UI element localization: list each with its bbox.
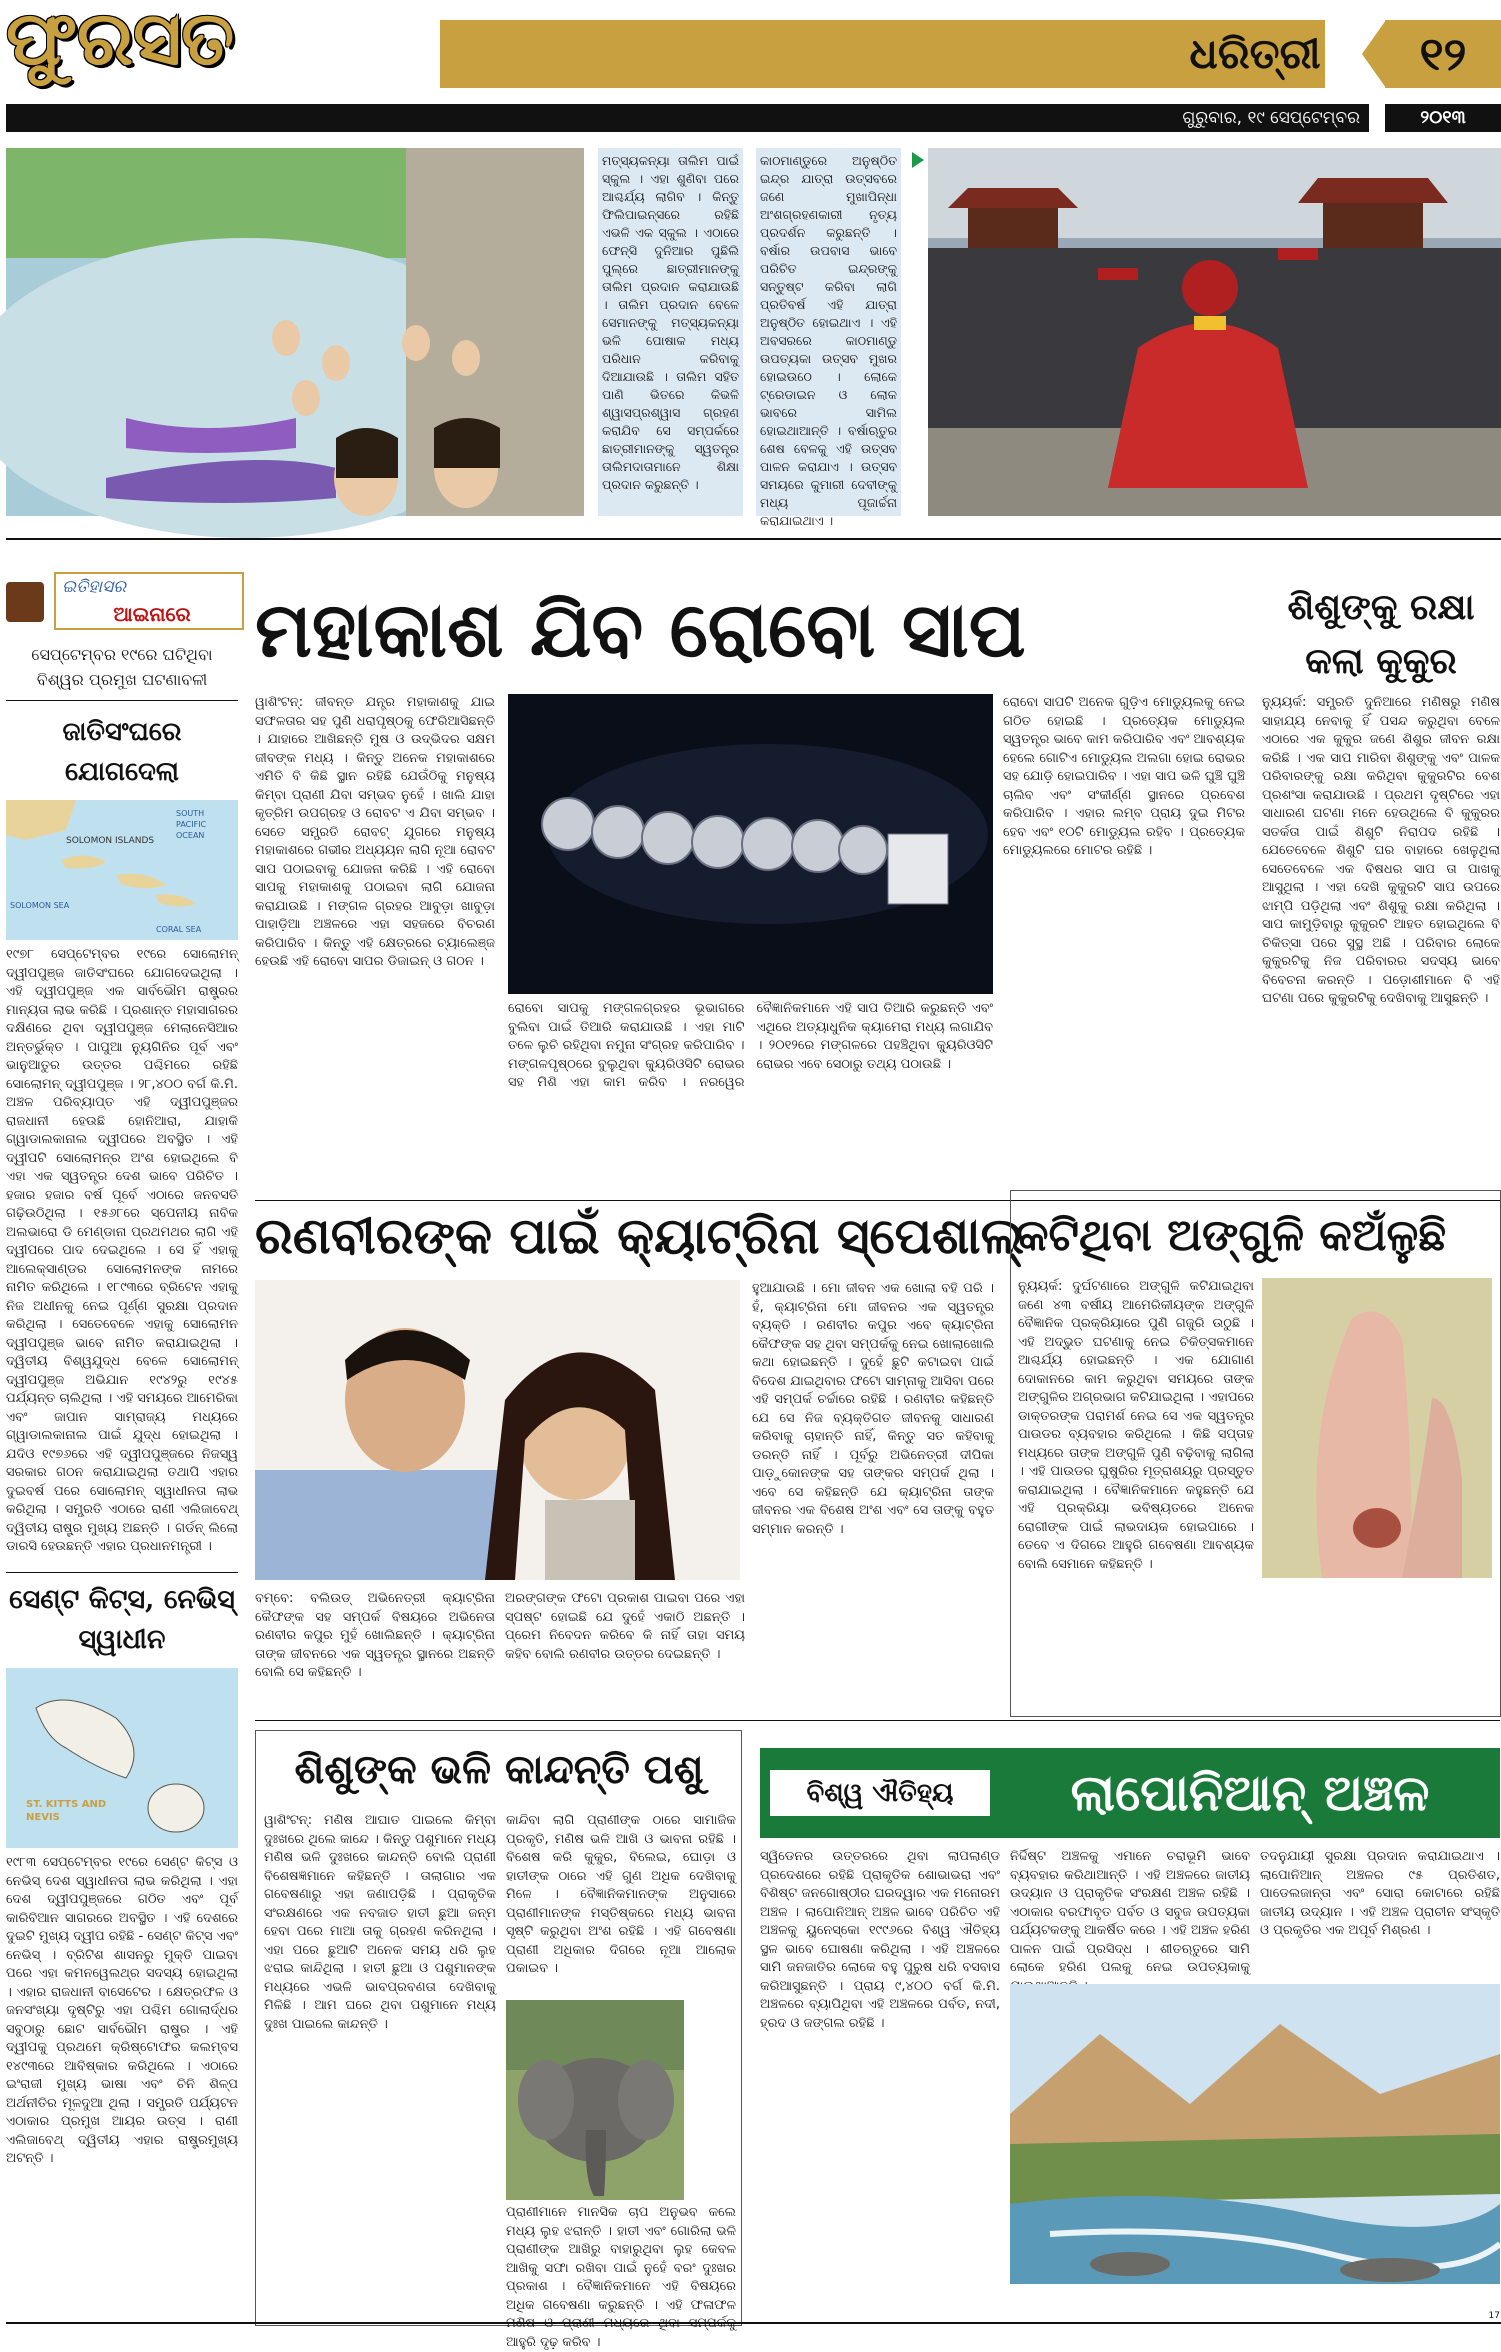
logo: ଫୁରସତ <box>6 0 235 82</box>
ranbir-headline: ରଣବୀରଙ୍କ ପାଇଁ କ୍ୟାଟ୍ରିନା ସ୍ପେଶାଲ୍ <box>255 1206 1025 1265</box>
lapponian-photo <box>1010 1984 1500 2284</box>
stkitts-heading: ସେଣ୍ଟ କିଟ୍ସ, ନେଭିସ୍ ସ୍ୱାଧୀନ <box>9 1584 235 1655</box>
map-label-solomon-sea: SOLOMON SEA <box>10 901 70 910</box>
indra-caption: କାଠମାଣ୍ଡୁରେ ଅନୁଷ୍ଠିତ ଇନ୍ଦ୍ର ଯାତ୍ରା ଉତ୍ସବରେ ଜଣେ ମୁଖାପିନ୍ଧା ଅଂଶଗ୍ରହଣକାରୀ ନୃତ୍ୟ ପ୍ରଦର୍ଶନ କରୁଛନ୍ତି । ବର୍ଷାର ଉପବାସ ଭାବେ ପରିଚିତ ଇନ୍ଦ୍ରଙ୍କୁ ସନ୍ତୁଷ୍ଟ କରିବା ଲାଗି ପ୍ରତିବର୍ଷ ଏହି ଯାତ୍ରା ଅନୁଷ୍ଠିତ ହୋଇଥାଏ । ଏହି ଅବସରରେ କାଠମାଣ୍ଡୁ ଉପତ୍ୟକା ଉତ୍ସବ ମୁଖର ହୋଇଉଠେ । ଲୋକେ ଟ୍ରେଡାଇନ ଓ ଲୋକ ଭାବରେ ସାମିଲ ହୋଇଥାଆନ୍ତି । ବର୍ଷାଋତୁର ଶେଷ ବେଳକୁ ଏହି ଉତ୍ସବ ପାଳନ କରାଯାଏ । ଉତ୍ସବ ସମୟରେ କୁମାରୀ ଦେବୀଙ୍କୁ ମଧ୍ୟ ପୂଜାର୍ଚ୍ଚନା କରାଯାଇଥାଏ । <box>756 148 901 516</box>
robot-snake-photo <box>508 694 993 994</box>
animals-headline: ଶିଶୁଙ୍କ ଭଳି କାନ୍ଦନ୍ତି ପଶୁ <box>294 1746 704 1793</box>
map-label-stkitts: ST. KITTS AND NEVIS <box>26 1799 107 1823</box>
ranbir-katrina-photo <box>255 1280 740 1580</box>
mermaid-caption: ମତ୍ସ୍ୟକନ୍ୟା ତାଲିମ ପାଇଁ ସ୍କୁଲ । ଏହା ଶୁଣିବା ପରେ ଆଶ୍ଚର୍ଯ୍ୟ ଲାଗିବ । କିନ୍ତୁ ଫିଲିପାଇନ୍ସରେ ରହିଛି ଏଭଳି ଏକ ସ୍କୁଲ । ଏଠାରେ ଫେନ୍ସି ଦୁନିଆର ପୁଛିଲି ପୁଲ୍‌ରେ ଛାତ୍ରୀମାନଙ୍କୁ ତାଲିମ ପ୍ରଦାନ କରାଯାଉଛି । ତାଲିମ ପ୍ରଦାନ ବେଳେ ସେମାନଙ୍କୁ ମତ୍ସ୍ୟକନ୍ୟା ଭଳି ପୋଷାକ ମଧ୍ୟ ପରିଧାନ କରିବାକୁ ଦିଆଯାଉଛି । ତାଲିମ ସହିତ ପାଣି ଭିତରେ କିଭଳି ଶ୍ୱାସପ୍ରଶ୍ୱାସ ଗ୍ରହଣ କରାଯିବ ସେ ସମ୍ପର୍କରେ ଛାତ୍ରୀମାନଙ୍କୁ ସ୍ୱତନ୍ତ୍ର ତାଲିମଦାତାମାନେ ଶିକ୍ଷା ପ୍ରଦାନ କରୁଛନ୍ତି । <box>598 148 743 516</box>
itihas-label-top: ଇତିହାସର <box>62 577 127 597</box>
finger-photo <box>1262 1278 1492 1578</box>
map-label-solomon: SOLOMON ISLANDS <box>66 836 155 846</box>
mermaid-photo <box>6 148 584 516</box>
lapponian-col1: ସ୍ୱିଡେନର ଉତ୍ତରରେ ଥିବା ଲାପଲାଣ୍ଡ ପ୍ରଦେଶରେ ରହିଛି ପ୍ରାକୃତିକ ଶୋଭାଭରା ଏବଂ ବିଶିଷ୍ଟ ଜନଗୋଷ୍ଠୀର ଘରଦ୍ୱାର ଏକ ମନୋରମ ଅଞ୍ଚଳ । ଲାପୋନିଆନ୍ ଅଞ୍ଚଳ ଭାବେ ପରିଚିତ ଏହି ଅଞ୍ଚଳକୁ ୟୁନେସ୍କୋ ୧୯୯୬ରେ ବିଶ୍ୱ ଐତିହ୍ୟ ସ୍ଥଳ ଭାବେ ଘୋଷଣା କରିଥିଲା । ଏହି ଅଞ୍ଚଳରେ ସାମି ଜନଜାତିର ଲୋକେ ବହୁ ପୁରୁଷ ଧରି ବସବାସ କରିଆସୁଛନ୍ତି । ପ୍ରାୟ ୯,୪୦୦ ବର୍ଗ କି.ମି. ଅଞ୍ଚଳରେ ବ୍ୟାପିଥିବା ଏହି ଅଞ୍ଚଳରେ ପର୍ବତ, ନଦୀ, ହ୍ରଦ ଓ ଜଙ୍ଗଲ ରହିଛି । <box>760 1849 1000 2031</box>
itihas-logo <box>6 572 236 634</box>
lapponian-col2: ନିର୍ଦ୍ଦିଷ୍ଟ ଅଞ୍ଚଳକୁ ଏମାନେ ଚରାଭୂମି ଭାବେ ବ୍ୟବହାର କରିଥାଆନ୍ତି । ଏହି ଅଞ୍ଚଳରେ ଜାତୀୟ ଉଦ୍ୟାନ ଓ ପ୍ରାକୃତିକ ସଂରକ୍ଷଣ ଅଞ୍ଚଳ ରହିଛି । ଏଠାକାର ବରଫାବୃତ ପର୍ବତ ଓ ସବୁଜ ଉପତ୍ୟକା ପର୍ଯ୍ୟଟକଙ୍କୁ ଆକର୍ଷିତ କରେ । ଏହି ଅଞ୍ଚଳ ହରିଣ ପାଳନ ପାଇଁ ପ୍ରସିଦ୍ଧ । ଶୀତଋତୁରେ ସାମି ଲୋକେ ହରିଣ ପଲକୁ ନେଇ ଉପତ୍ୟକାକୁ <box>1010 1849 1250 1975</box>
lapponian-tag: ବିଶ୍ୱ ଐତିହ୍ୟ <box>770 1770 990 1816</box>
indra-arrow-icon <box>912 152 924 168</box>
robot-col1: ୱାଶିଂଟନ୍: ଜୀବନ୍ତ ଯନ୍ତ୍ର ମହାକାଶକୁ ଯାଇ ସଫଳତାର ସହ ପୁଣି ଧରାପୃଷ୍ଠକୁ ଫେରିଆସିଛନ୍ତି । ଯାହାରେ ଆଖିଛନ୍ତି ମୁଷ ଓ ଉଦ୍ଭିଦର ସକ୍ଷମ ଜୀବଙ୍କ ମଧ୍ୟ । କିନ୍ତୁ ଅନେକ ମହାକାଶରେ ଏମିତି ବି କିଛି ସ୍ଥାନ ରହିଛି ଯେଉଁଠିକୁ ମନୁଷ୍ୟ କିମ୍ବା ପ୍ରାଣୀ ଯିବା ସମ୍ଭବ ନୁହେଁ । ଖାଲି ଯାହା କୃତ୍ରିମ ଉପଗ୍ରହ ଓ ରୋବଟ ଏ ଯିବା ସମ୍ଭବ । ସେତେ ସମ୍ପ୍ରତି ରୋବଟ୍ ଯୁଗରେ ମନୁଷ୍ୟ ମହାକାଶରେ ଗଭୀର ଅଧ୍ୟୟନ ଲାଗି ନୂଆ ରୋବଟ ସାପ ପଠାଇବାକୁ ଯୋଜନା କରିଛି । ଏହି ରୋବୋ ସାପକୁ ମହାକାଶକୁ ପଠାଇବା ଲାଗି ଯୋଜନା କରାଯାଉଛି । ମଙ୍ଗଳ ଗ୍ରହର ଆବୁଡ଼ା ଖାବୁଡ଼ା ପାହାଡ଼ିଆ ଅଞ୍ଚଳରେ ଏହା ସହଜରେ ବିଚରଣ କରିପାରିବ । କିନ୍ତୁ ଏହି କ୍ଷେତ୍ରରେ ଚ୍ୟାଲେଞ୍ଜ ହେଉଛି ଏହି ରୋବୋ ସାପର ଡିଜାଇନ୍ ଓ ଗଠନ । <box>255 695 495 969</box>
page-number: ୧୨ <box>1419 27 1467 81</box>
itihas-label-bottom: ଆଇନାରେ <box>113 602 191 626</box>
solomon-map <box>6 800 238 940</box>
map-label-pacific: SOUTH PACIFIC OCEAN <box>176 809 207 840</box>
map-label-coral-sea: CORAL SEA <box>156 925 202 934</box>
ranbir-caption-left: ବମ୍ବେ: ବଲିଉଡ୍ ଅଭିନେତ୍ରୀ କ୍ୟାଟ୍ରିନା କୈଫଙ୍କ ସହ ସମ୍ପର୍କ ବିଷୟରେ ଅଭିନେତା ରଣବୀର କପୁର ମୁହଁ ଖୋଲିଛନ୍ତି । କ୍ୟାଟ୍ରିନା ତାଙ୍କ ଜୀବନରେ ଏକ ସ୍ୱତନ୍ତ୍ର ସ୍ଥାନରେ ଅଛନ୍ତି ବୋଲି ସେ କହିଛନ୍ତି । <box>255 1591 495 1680</box>
finger-body-tail <box>1262 1586 1492 1710</box>
solomon-heading: ଜାତିସଂଘରେ ଯୋଗଦେଲା <box>62 717 182 787</box>
stkitts-body: ୧୯୮୩ ସେପ୍ଟେମ୍ବର ୧୯ରେ ସେଣ୍ଟ କିଟ୍ସ ଓ ନେଭିସ୍ ଦେଶ ସ୍ୱାଧୀନତା ଲାଭ କରିଥିଲା । ଏହା ଦେଶ ଦ୍ୱୀପପୁଞ୍ଜରେ ଗଠିତ ଏବଂ ପୂର୍ବ କାରିବିଆନ ସାଗରରେ ଅବସ୍ଥିତ । ଏହି ଦେଶରେ ଦୁଇଟି ମୁଖ୍ୟ ଦ୍ୱୀପ ରହିଛି - ସେଣ୍ଟ କିଟ୍ସ ଏବଂ ନେଭିସ୍ । ବ୍ରିଟିଶ ଶାସନରୁ ମୁକ୍ତି ପାଇବା ପରେ ଏହା କମନୱେଲଥ୍‌ର ସଦସ୍ୟ ହୋଇଥିଲା । ଏହାର ରାଜଧାନୀ ବାସେଟେର । କ୍ଷେତ୍ରଫଳ ଓ ଜନସଂଖ୍ୟା ଦୃଷ୍ଟିରୁ ଏହା ପଶ୍ଚିମ ଗୋଲାର୍ଦ୍ଧର ସବୁଠାରୁ ଛୋଟ ସାର୍ବଭୌମ ରାଷ୍ଟ୍ର । ଏହି ଦ୍ୱୀପକୁ ପ୍ରଥମେ କ୍ରିଷ୍ଟୋଫର କଲମ୍ବସ ୧୪୯୩ରେ ଆବିଷ୍କାର କରିଥିଲେ । ଏଠାରେ ଇଂରାଜୀ ମୁଖ୍ୟ ଭାଷା ଏବଂ ଚିନି ଶିଳ୍ପ ଅର୍ଥନୀତିର ମୂଳଦୁଆ ଥିଲା । ସମ୍ପ୍ରତି ପର୍ଯ୍ୟଟନ ଏଠାକାର ପ୍ରମୁଖ ଆୟର ଉତ୍ସ । ରାଣୀ ଏଲିଜାବେଥ୍ ଦ୍ୱିତୀୟ ଏହାର ରାଷ୍ଟ୍ରମୁଖ୍ୟ ଅଟନ୍ତି । <box>6 1855 238 2166</box>
section-label: ଧରିତ୍ରୀ <box>1189 29 1321 78</box>
phonograph-icon <box>6 582 44 622</box>
robot-headline: ମହାକାଶ ଯିବ ରୋବୋ ସାପ <box>255 585 1026 674</box>
page-number-arrow <box>1362 20 1386 88</box>
top-divider <box>6 538 1501 540</box>
robot-col3: ରୋବୋ ସାପଟି ଅନେକ ଗୁଡ଼ିଏ ମୋଡ୍ୟୁଲକୁ ନେଇ ଗଠିତ ହୋଇଛି । ପ୍ରତ୍ୟେକ ମୋଡ୍ୟୁଲ ସ୍ୱତନ୍ତ୍ର ଭାବେ କାମ କରିପାରିବ ଏବଂ ଆବଶ୍ୟକ ହେଲେ ଗୋଟିଏ ମୋଡ୍ୟୁଲ ଅଲଗା ହୋଇ ରୋଭର ସହ ଯୋଡ଼ି ହୋଇପାରିବ । ଏହା ସାପ ଭଳି ଘୁଞ୍ଚି ଘୁଞ୍ଚି ଚାଲିବ ଏବଂ ସଂକୀର୍ଣ୍ଣ ସ୍ଥାନରେ ପ୍ରବେଶ କରିପାରିବ । ଏହାର ଲମ୍ବ ପ୍ରାୟ ଦୁଇ ମିଟର ହେବ ଏବଂ ୧୦ଟି ମୋଡ୍ୟୁଲ ରହିବ । ପ୍ରତ୍ୟେକ ମୋଡ୍ୟୁଲରେ ମୋଟର ରହିଛି । <box>1003 695 1245 858</box>
elephant-photo <box>506 2000 684 2200</box>
animals-col1: ୱାଶିଂଟନ୍: ମଣିଷ ଆଘାତ ପାଇଲେ କିମ୍ବା ଦୁଃଖରେ ଥିଲେ କାନ୍ଦେ । କିନ୍ତୁ ପଶୁମାନେ ମଧ୍ୟ ମଣିଷ ଭଳି ଦୁଃଖରେ କାନ୍ଦନ୍ତି ବୋଲି ପ୍ରାଣୀ ବିଶେଷଜ୍ଞମାନେ କହିଛନ୍ତି । ତାଲାଗାର ଏକ ଗବେଷଣାରୁ ଏହା ଜଣାପଡ଼ିଛି । ପ୍ରାକୃତିକ ସଂରକ୍ଷଣରେ ଏକ ନବଜାତ ହାତୀ ଛୁଆ ଜନ୍ମ ହେବା ପରେ ମାଆ ତାକୁ ଗ୍ରହଣ କରିନଥିଲା । ଏହା ପରେ ଛୁଆଟି ଅନେକ ସମୟ ଧରି ଲୁହ ଝରାଇ କାନ୍ଦିଥିଲା । ହାତୀ ଛୁଆ ଓ ପଶୁମାନଙ୍କ ମଧ୍ୟରେ ଏଭଳି ଭାବପ୍ରବଣତା ଦେଖିବାକୁ ମିଳିଛି । ଆମ ଘରେ ଥିବା ପଶୁମାନେ ମଧ୍ୟ ଦୁଃଖ ପାଇଲେ କାନ୍ଦନ୍ତି । <box>264 1813 496 2032</box>
footer-page-ref: 17 <box>1488 2311 1500 2321</box>
stkitts-map <box>6 1668 238 1848</box>
solomon-body: ୧୯୭୮ ସେପ୍ଟେମ୍ବର ୧୯ରେ ସୋଲୋମନ୍ ଦ୍ୱୀପପୁଞ୍ଜ ଜାତିସଂଘରେ ଯୋଗଦେଇଥିଲା । ଏହି ଦ୍ୱୀପପୁଞ୍ଜ ଏକ ସାର୍ବଭୌମ ରାଷ୍ଟ୍ରର ମାନ୍ୟତା ଲାଭ କରିଛି । ପ୍ରଶାନ୍ତ ମହାସାଗରର ଦକ୍ଷିଣରେ ଥିବା ଦ୍ୱୀପପୁଞ୍ଜ ମେଲାନେସିଆର ଅନ୍ତର୍ଭୁକ୍ତ । ପାପୁଆ ନ୍ୟୁଗିନିର ପୂର୍ବ ଏବଂ ଭାନୁଆତୁର ଉତ୍ତର ପଶ୍ଚିମରେ ରହିଛି ସୋଲୋମନ୍ ଦ୍ୱୀପପୁଞ୍ଜ । ୨୮,୪୦୦ ବର୍ଗ କି.ମି. ଅଞ୍ଚଳ ପରିବ୍ୟାପ୍ତ ଏହି ଦ୍ୱୀପପୁଞ୍ଜର ରାଜଧାନୀ ହେଉଛି ହୋନିଆରା, ଯାହାକି ଗ୍ୱାଡାଲକାନାଲ ଦ୍ୱୀପରେ ଅବସ୍ଥିତ । ଏହି ଦ୍ୱୀପଟି ସୋଲୋମନ୍‌ର ଅଂଶ ହୋଇଥିଲେ ବି ଏହା ଏକ ସ୍ୱତନ୍ତ୍ର ଦେଶ ଭାବେ ପରିଚିତ । ହଜାର ହଜାର ବର୍ଷ ପୂର୍ବେ ଏଠାରେ ଜନବସତି ଗଢ଼ିଉଠିଥିଲା । ୧୫୬୮ରେ ସ୍ପେନୀୟ ନାବିକ ଅଲଭାରୋ ଡି ମେଣ୍ଡାନା ପ୍ରଥମଥର ଲାଗି ଏହି ଦ୍ୱୀପରେ ପାଦ ଦେଇଥିଲେ । ସେ ହିଁ ଏହାକୁ ଆଲେକ୍ସାଣ୍ଡର ସୋଲୋମନଙ୍କ ନାମରେ ନାମିତ କରିଥିଲେ । ୧୮୯୩ରେ ବ୍ରିଟେନ ଏହାକୁ ନିଜ ଅଧୀନକୁ ନେଇ ପୂର୍ଣ୍ଣ ସୁରକ୍ଷା ପ୍ରଦାନ କରିଥିଲା । ସେତେବେଳେ ଏହାକୁ ସୋଲୋମନ ଦ୍ୱୀପପୁଞ୍ଜ ଭାବେ ନାମିତ କରାଯାଇଥିଲା । ଦ୍ୱିତୀୟ ବିଶ୍ୱଯୁଦ୍ଧ ବେଳେ ସୋଲୋମନ୍ ଦ୍ୱୀପପୁଞ୍ଜ ଅଭିଯାନ ୧୯୪୨ରୁ ୧୯୪୫ ପର୍ଯ୍ୟନ୍ତ ଚାଲିଥିଲା । ଏହି ସମୟରେ ଆମେରିକା ଏବଂ ଜାପାନ ସାମ୍ରାଜ୍ୟ ମଧ୍ୟରେ ଗ୍ୱାଡାଲକାନାଲ ପାଇଁ ଯୁଦ୍ଧ ହୋଇଥିଲା । ଯଦିଓ ୧୯୭୬ରେ ଏହି ଦ୍ୱୀପପୁଞ୍ଜରେ ନିଜସ୍ୱ ସରକାର ଗଠନ କରାଯାଇଥିଲା ତଥାପି ଏହାର ଦୁଇବର୍ଷ ପରେ ସୋଲୋମନ୍ ସ୍ୱାଧୀନତା ଲାଭ କରିଥିଲା । ସମ୍ପ୍ରତି ଏଠାରେ ରାଣୀ ଏଲିଜାବେଥ୍ ଦ୍ୱିତୀୟ ରାଷ୍ଟ୍ର ମୁଖ୍ୟ ଅଛନ୍ତି । ଗର୍ଡନ୍ ଲିଲୋ ଡାରସି ହେଉଛନ୍ତି ଏହାର ପ୍ରଧାନମନ୍ତ୍ରୀ । <box>6 947 238 1554</box>
dog-body: ନ୍ୟୁୟର୍କ: ସମ୍ପ୍ରତି ଦୁନିଆରେ ମଣିଷରୁ ମଣିଷ ସାହାଯ୍ୟ ନେବାକୁ ହିଁ ପସନ୍ଦ କରୁଥିବା ବେଳେ ଏଠାରେ ଏକ କୁକୁର ଜଣେ ଶିଶୁର ଜୀବନ ରକ୍ଷା କରିଛି । ଏକ ସାପ ମାରିବା ଶିଶୁଙ୍କୁ ଏବଂ ପାଳକ ପରିବାରଙ୍କୁ ରକ୍ଷା କରିଥିବା କୁକୁରଟିର ବେଶ ପ୍ରଶଂସା କରାଯାଉଛି । ପ୍ରଥମ ଦୃଷ୍ଟିରେ ଏହା ସାଧାରଣ ଘଟଣା ମନେ ହେଉଥିଲେ ବି କୁକୁରର ସତର୍କତା ପାଇଁ ଶିଶୁଟି ନିରାପଦ ରହିଛି । ଯେତେବେଳେ ଶିଶୁଟି ଘର ବାହାରେ ଖେଳୁଥିଲା ସେତେବେଳେ ଏକ ବିଷଧର ସାପ ତା ପାଖକୁ ଆସୁଥିଲା । ଏହା ଦେଖି କୁକୁରଟି ସାପ ଉପରେ ଝାମ୍ପି ପଡ଼ିଥିଲା ଏବଂ ଶିଶୁକୁ ରକ୍ଷା କରିଥିଲା । ସାପ କାମୁଡ଼ିବାରୁ କୁକୁରଟି ଆହତ ହୋଇଥିଲେ ବି ଚିକିତ୍ସା ପରେ ସୁସ୍ଥ ଅଛି । ପରିବାର ଲୋକେ କୁକୁରଟିକୁ ନିଜ ପରିବାରର ସଦସ୍ୟ ଭାବେ ବିବେଚନା କରନ୍ତି । ପଡ଼ୋଶୀମାନେ ବି ଏହି ଘଟଣା ପରେ କୁକୁରଟିକୁ ଦେଖିବାକୁ ଆସୁଛନ୍ତି । <box>1262 695 1500 1006</box>
lapponian-headline: ଲାପୋନିଆନ୍ ଅଞ୍ଚଳ <box>1070 1763 1430 1822</box>
animals-col2: କାନ୍ଦିବା ଲାଗି ପ୍ରାଣୀଙ୍କ ଠାରେ ସାମାଜିକ ପ୍ରକୃତି, ମଣିଷ ଭଳି ଆଖି ଓ ଭାବନା ରହିଛି । ବିଶେଷ କରି କୁକୁର, ବିଲେଇ, ଘୋଡ଼ା ଓ ହାତୀଙ୍କ ଠାରେ ଏହି ଗୁଣ ଅଧିକ ଦେଖିବାକୁ ମିଳେ । ବୈଜ୍ଞାନିକମାନଙ୍କ ଅନୁସାରେ ପ୍ରାଣୀମାନଙ୍କ ମସ୍ତିଷ୍କରେ ମଧ୍ୟ ଭାବନା ସୃଷ୍ଟି କରୁଥିବା ଅଂଶ ରହିଛି । ଏହି ଗବେଷଣା ପ୍ରାଣୀ ଅଧିକାର ଦିଗରେ ନୂଆ ଆଲୋକ ପକାଇବ । <box>506 1813 736 1976</box>
solomon-divider <box>6 1572 238 1573</box>
lapponian-col3: ତଦନୁଯାୟୀ ସୁରକ୍ଷା ପ୍ରଦାନ କରାଯାଇଥାଏ । ଲାପୋନିଆନ୍ ଅଞ୍ଚଳର ୯୫ ପ୍ରତିଶତ, ପାଡେଲଜାନ୍ତା ଏବଂ ସୋରା କୋଟାରେ ରହିଛି ଜାତୀୟ ଉଦ୍ୟାନ । ଏହି ଅଞ୍ଚଳ ପ୍ରାଚୀନ ସଂସ୍କୃତି ଓ ପ୍ରକୃତିର ଏକ ଅପୂର୍ବ ମିଶ୍ରଣ । <box>1260 1849 1500 1938</box>
masthead <box>0 0 1501 140</box>
robot-col2: ରୋବୋ ସାପକୁ ମଙ୍ଗଳଗ୍ରହର ଭୂଭାଗରେ ବୁଲିବା ପାଇଁ ତିଆରି କରାଯାଉଛି । ଏହା ମାଟି ତଳେ ଲୁଚି ରହିଥିବା ନମୁନା ସଂଗ୍ରହ କରିପାରିବ । ମଙ୍ଗଳପୃଷ୍ଠରେ ବୁଲୁଥିବା କ୍ୟୁରିଓସିଟି ରୋଭର ସହ ମିଶି ଏହା କାମ କରିବ । ନରୱେର ବୈଜ୍ଞାନିକମାନେ ଏହି ସାପ ତିଆରି କରୁଛନ୍ତି ଏବଂ ଏଥିରେ ଅତ୍ୟାଧୁନିକ କ୍ୟାମେରା ମଧ୍ୟ ଲଗାଯିବ । ୨୦୧୨ରେ ମଙ୍ଗଳରେ ପହଞ୍ଚିଥିବା କ୍ୟୁରିଓସିଟି ରୋଭର ଏବେ ସେଠାରୁ ତଥ୍ୟ ପଠାଉଛି । <box>508 1001 993 1090</box>
itihas-subtitle: ସେପ୍ଟେମ୍ବର ୧୯ରେ ଘଟିଥିବା ବିଶ୍ୱର ପ୍ରମୁଖ ଘଟଣାବଳୀ <box>31 645 213 689</box>
itihas-divider <box>6 700 238 701</box>
animals-col3: ପ୍ରାଣୀମାନେ ମାନସିକ ଚାପ ଅନୁଭବ କଲେ ମଧ୍ୟ ଲୁହ ଝରାନ୍ତି । ହାତୀ ଏବଂ ଗୋରିଲା ଭଳି ପ୍ରାଣୀଙ୍କ ଆଖିରୁ ବାହାରୁଥିବା ଲୁହ କେବଳ ଆଖିକୁ ସଫା ରଖିବା ପାଇଁ ନୁହେଁ ବରଂ ଦୁଃଖର ପ୍ରକାଶ । ବୈଜ୍ଞାନିକମାନେ ଏହି ବିଷୟରେ ଅଧିକ ଗବେଷଣା କରୁଛନ୍ତି । ଏହି ଫଳାଫଳ ଆହୁରି ଦୃଢ଼ କରିବ । <box>506 2205 736 2350</box>
dog-headline: ଶିଶୁଙ୍କୁ ରକ୍ଷା କଲା କୁକୁର <box>1287 586 1475 682</box>
ranbir-caption-right: ଅରଙ୍ଗଙ୍କ ଫଟୋ ପ୍ରକାଶ ପାଇବା ପରେ ଏହା ସ୍ପଷ୍ଟ ହୋଇଛି ଯେ ଦୁହେଁ ଏକାଠି ଅଛନ୍ତି । ପ୍ରେମ ନିବେଦନ କରିବେ କି ନାହିଁ ତାହା ସମୟ କହିବ ବୋଲି ରଣବୀର ଉତ୍ତର ଦେଇଛନ୍ତି । <box>505 1591 745 1662</box>
date-text: ଗୁରୁବାର, ୧୯ ସେପ୍ଟେମ୍ବର <box>1182 108 1360 128</box>
year-text: ୨୦୧୩ <box>1420 107 1466 128</box>
indra-festival-photo <box>928 148 1501 516</box>
ranbir-col-right: ହୁଆଯାଉଛି । ମୋ ଜୀବନ ଏକ ଖୋଲା ବହି ପରି । ହଁ, କ୍ୟାଟ୍ରିନା ମୋ ଜୀବନର ଏକ ସ୍ୱତନ୍ତ୍ର ବ୍ୟକ୍ତି । ରଣବୀର କପୁର ଏବେ କ୍ୟାଟ୍ରିନା କୈଫଙ୍କ ସହ ଥିବା ସମ୍ପର୍କକୁ ନେଇ ଖୋଲାଖୋଲି କଥା ହୋଇଛନ୍ତି । ଦୁହେଁ ଛୁଟି କଟାଇବା ପାଇଁ ବିଦେଶ ଯାଇଥିବାର ଫଟୋ ସାମ୍ନାକୁ ଆସିବା ପରେ ଏହି ସମ୍ପର୍କ ଚର୍ଚ୍ଚାରେ ରହିଛି । ରଣବୀର କହିଛନ୍ତି ଯେ ସେ ନିଜ ବ୍ୟକ୍ତିଗତ ଜୀବନକୁ ସାଧାରଣ କରିବାକୁ ଚାହାନ୍ତି ନାହିଁ, କିନ୍ତୁ ସତ କହିବାକୁ ଡରନ୍ତି ନାହିଁ । ପୂର୍ବରୁ ଅଭିନେତ୍ରୀ ଦୀପିକା ପାଡ଼ୁକୋନଙ୍କ ସହ ତାଙ୍କର ସମ୍ପର୍କ ଥିଲା । ଏବେ ସେ କହିଛନ୍ତି ଯେ କ୍ୟାଟ୍ରିନା ତାଙ୍କ ଜୀବନର ଏକ ବିଶେଷ ଅଂଶ ଏବଂ ସେ ତାଙ୍କୁ ବହୁତ ସମ୍ମାନ କରନ୍ତି । <box>752 1281 994 1537</box>
lower-divider <box>255 1720 1500 1721</box>
finger-headline: କଟିଥିବା ଅଙ୍ଗୁଳି କଅଁଳୁଛି <box>1016 1210 1447 1261</box>
footer-rule <box>6 2322 1501 2324</box>
finger-body: ନ୍ୟୁୟର୍କ: ଦୁର୍ଘଟଣାରେ ଅଙ୍ଗୁଳି କଟିଯାଇଥିବା ଜଣେ ୪୩ ବର୍ଷୀୟ ଆମେରିକୀୟଙ୍କ ଅଙ୍ଗୁଳି ବୈଜ୍ଞାନିକ ପ୍ରକ୍ରିୟାରେ ପୁଣି ଗଜୁରି ଉଠୁଛି । ଏହି ଅଦ୍ଭୁତ ଘଟଣାକୁ ନେଇ ଚିକିତ୍ସକମାନେ ଆଶ୍ଚର୍ଯ୍ୟ ହୋଇଛନ୍ତି । ଏକ ଯୋଗାଣ ଦୋକାନରେ କାମ କରୁଥିବା ସମୟରେ ତାଙ୍କ ଅଙ୍ଗୁଳିର ଅଗ୍ରଭାଗ କଟିଯାଇଥିଲା । ଏହାପରେ ଡାକ୍ତରଙ୍କ ପରାମର୍ଶ ନେଇ ସେ ଏକ ସ୍ୱତନ୍ତ୍ର ପାଉଡର ବ୍ୟବହାର କରିଥିଲେ । କିଛି ସପ୍ତାହ ମଧ୍ୟରେ ତାଙ୍କ ଅଙ୍ଗୁଳି ପୁଣି ବଢ଼ିବାକୁ ଲାଗିଲା । ଏହି ପାଉଡର ଘୁଷୁରିର ମୂତ୍ରାଶୟରୁ ପ୍ରସ୍ତୁତ କରାଯାଇଥିଲା । ବୈଜ୍ଞାନିକମାନେ କହୁଛନ୍ତି ଯେ ଏହି ପ୍ରକ୍ରିୟା ଭବିଷ୍ୟତରେ ଅନେକ ରୋଗୀଙ୍କ ପାଇଁ ଲାଭଦାୟକ ହୋଇପାରେ । ତେବେ ଏ ଦିଗରେ ଆହୁରି ଗବେଷଣା ଆବଶ୍ୟକ ବୋଲି ସେମାନେ କହିଛନ୍ତି । <box>1018 1279 1254 1572</box>
